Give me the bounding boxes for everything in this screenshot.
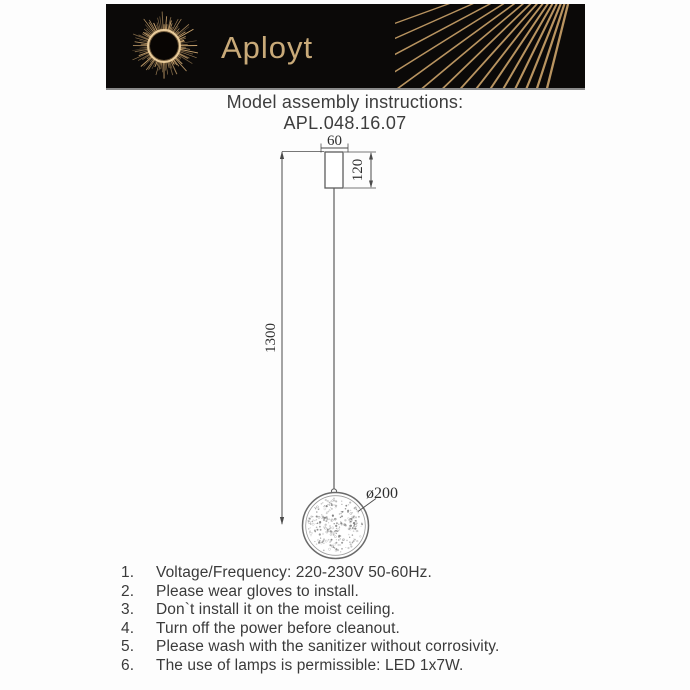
item-number: 3. <box>121 601 135 619</box>
item-number: 2. <box>121 582 135 600</box>
brand-banner <box>106 4 585 90</box>
page-title: Model assembly instructions: <box>226 92 464 112</box>
dim-label-diameter: ø200 <box>366 485 398 502</box>
logo-core <box>150 32 178 60</box>
corner-rays-icon <box>395 4 585 88</box>
list-item <box>121 564 661 583</box>
item-number: 1. <box>121 564 135 581</box>
lamp-dimension-drawing <box>230 130 480 580</box>
list-item <box>121 583 661 602</box>
ceiling-canopy <box>325 152 343 188</box>
dim-arrowheads <box>280 151 373 525</box>
item-number: 5. <box>121 638 135 656</box>
item-number: 4. <box>121 619 135 637</box>
item-text: Please wear gloves to install. <box>156 582 359 600</box>
list-item <box>121 601 661 620</box>
item-text: Please wash with the sanitizer without corrosivity. <box>156 638 500 656</box>
sunburst-logo-icon <box>128 10 200 82</box>
model-code: APL.048.16.07 <box>283 113 407 133</box>
item-text: Turn off the power before cleanout. <box>156 619 400 637</box>
list-item <box>121 657 661 676</box>
dim-label-1300: 1300 <box>263 323 279 353</box>
item-number: 6. <box>121 656 135 674</box>
item-text: Don`t install it on the moist ceiling. <box>156 601 395 619</box>
dim-label-120: 120 <box>350 158 366 182</box>
brand-name: Aployt <box>221 30 314 65</box>
item-text: The use of lamps is permissible: LED 1x7W. <box>156 656 464 674</box>
dim-label-60: 60 <box>327 133 342 149</box>
instruction-list <box>121 564 661 676</box>
item-text: Voltage/Frequency: 220-230V 50-60Hz. <box>156 564 432 581</box>
list-item <box>121 620 661 639</box>
list-item <box>121 638 661 657</box>
